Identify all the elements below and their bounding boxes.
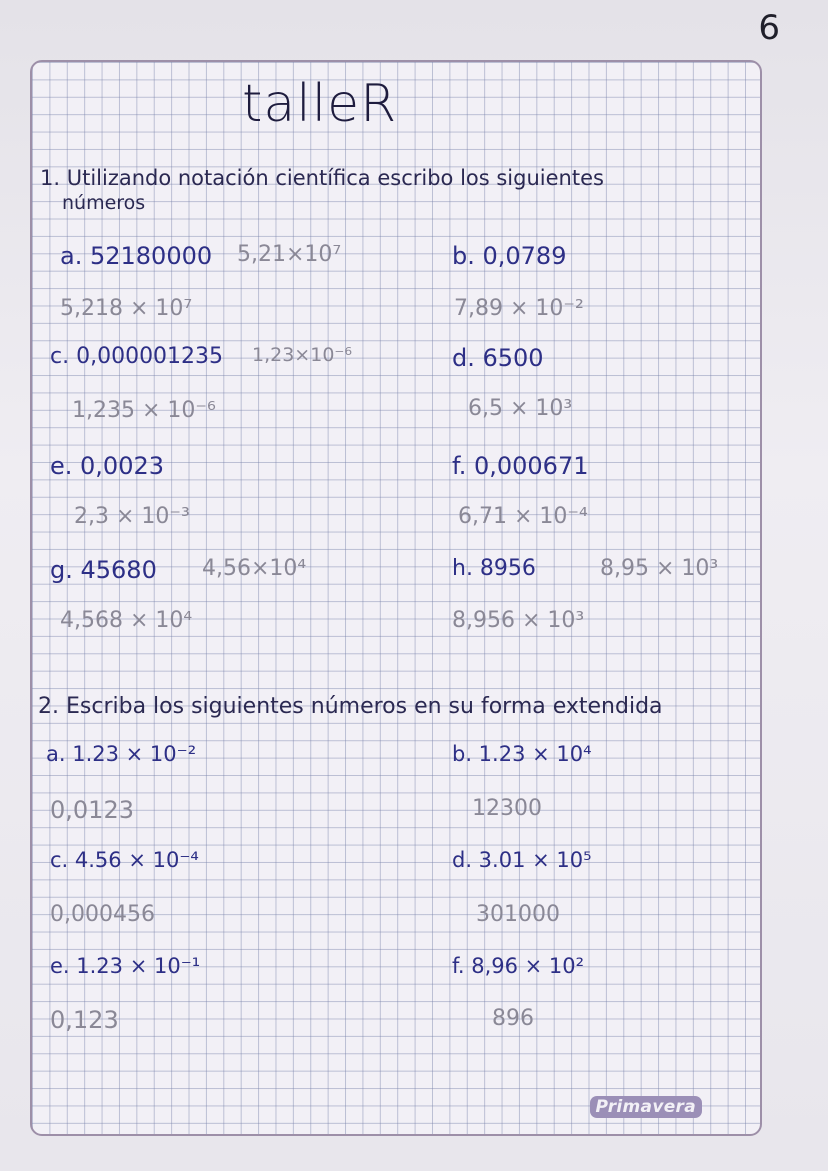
answer2-e: 0,123 bbox=[50, 1006, 119, 1034]
problem-d: d. 6500 bbox=[452, 344, 544, 372]
problem-h-note: 8,95 × 10³ bbox=[600, 556, 719, 581]
problem-c: c. 0,000001235 bbox=[50, 344, 224, 369]
problem-c-note: 1,23×10⁻⁶ bbox=[252, 344, 353, 366]
page-number: 6 bbox=[758, 8, 780, 48]
problem-g: g. 45680 bbox=[50, 556, 157, 584]
problem2-f: f. 8,96 × 10² bbox=[452, 954, 585, 978]
problem-g-note: 4,56×10⁴ bbox=[202, 556, 307, 581]
problem-h: h. 8956 bbox=[452, 556, 536, 581]
grid-sheet bbox=[30, 60, 762, 1136]
answer2-d: 301000 bbox=[476, 902, 560, 927]
problem-a-note: 5,21×10⁷ bbox=[237, 242, 342, 267]
answer-c: 1,235 × 10⁻⁶ bbox=[72, 398, 216, 423]
answer2-c: 0,000456 bbox=[50, 902, 155, 927]
answer2-b: 12300 bbox=[472, 796, 542, 821]
problem2-b: b. 1.23 × 10⁴ bbox=[452, 742, 592, 766]
section1-prompt-cont: números bbox=[62, 192, 146, 214]
problem2-c: c. 4.56 × 10⁻⁴ bbox=[50, 848, 199, 872]
answer-f: 6,71 × 10⁻⁴ bbox=[458, 504, 588, 529]
brand-logo: Primavera bbox=[590, 1096, 703, 1118]
answer-h: 8,956 × 10³ bbox=[452, 608, 585, 633]
problem2-e: e. 1.23 × 10⁻¹ bbox=[50, 954, 201, 978]
problem-b: b. 0,0789 bbox=[452, 242, 567, 270]
answer-d: 6,5 × 10³ bbox=[468, 396, 573, 421]
problem-a: a. 52180000 bbox=[60, 242, 213, 270]
answer-g: 4,568 × 10⁴ bbox=[60, 608, 193, 633]
worksheet-title: talleR bbox=[242, 74, 398, 134]
answer2-a: 0,0123 bbox=[50, 796, 134, 824]
problem2-a: a. 1.23 × 10⁻² bbox=[46, 742, 197, 766]
section2-prompt: 2. Escriba los siguientes números en su forma extendida bbox=[38, 694, 663, 719]
problem2-d: d. 3.01 × 10⁵ bbox=[452, 848, 592, 872]
section1-prompt: 1. Utilizando notación científica escribo los siguientes bbox=[40, 166, 604, 190]
problem-e: e. 0,0023 bbox=[50, 452, 164, 480]
answer2-f: 896 bbox=[492, 1006, 534, 1031]
problem-f: f. 0,000671 bbox=[452, 452, 589, 480]
answer-a: 5,218 × 10⁷ bbox=[60, 296, 193, 321]
answer-e: 2,3 × 10⁻³ bbox=[74, 504, 190, 529]
answer-b: 7,89 × 10⁻² bbox=[454, 296, 584, 321]
